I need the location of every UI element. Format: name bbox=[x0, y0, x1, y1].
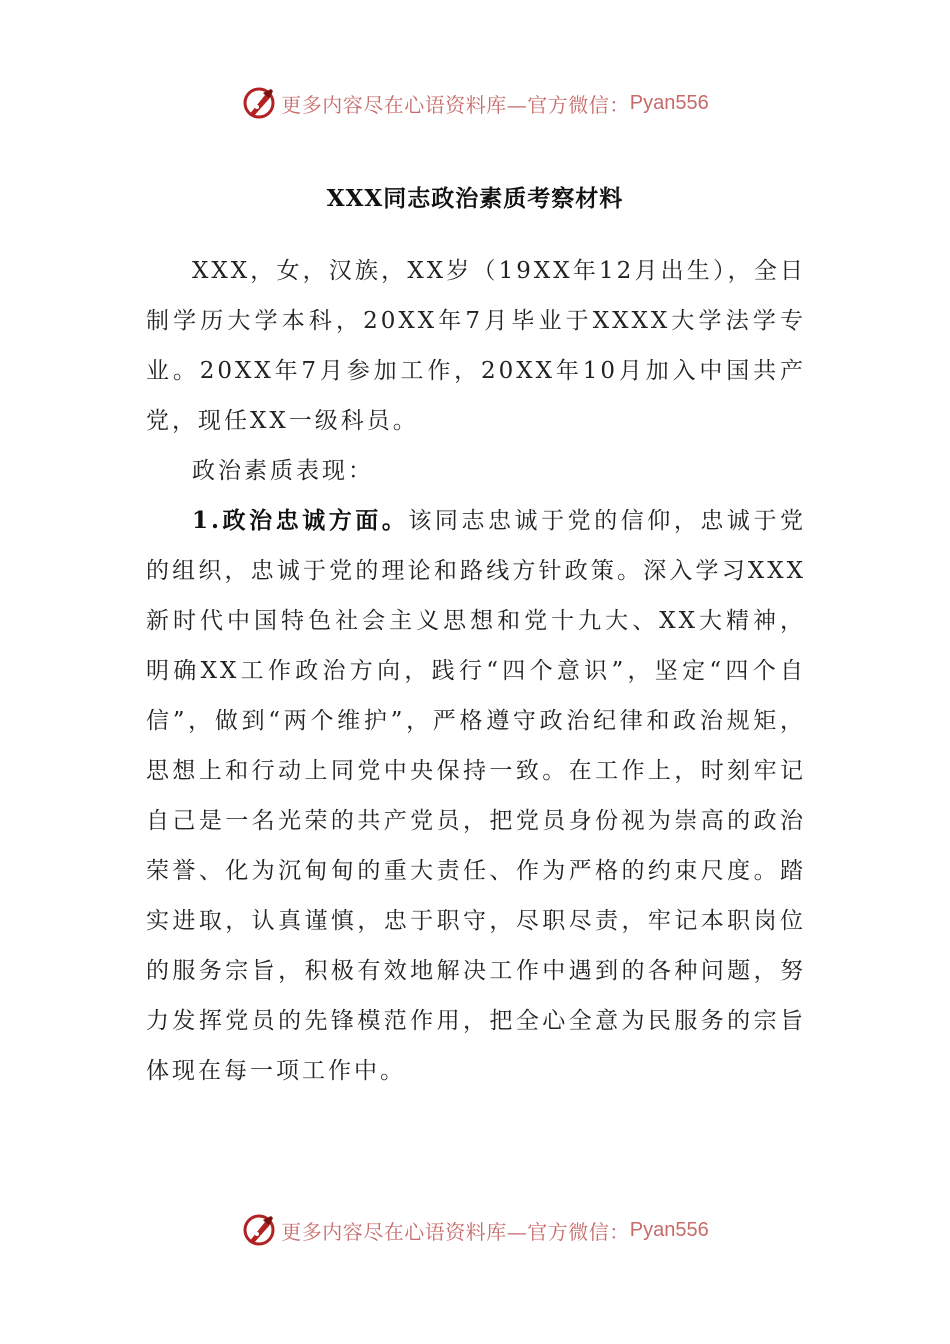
pen-nib-logo-icon bbox=[241, 1212, 277, 1248]
footer-banner bbox=[0, 1208, 950, 1252]
section-heading: 政治素质表现： bbox=[192, 458, 374, 484]
item-1-text: 该同志忠诚于党的信仰，忠诚于党的组织，忠诚于党的理论和路线方针政策。深入学习XXX新时代中国特色社会主义思想和党十九大、XX大精神，明确XX工作政治方向，践行“四个意识”，坚定“四个自信”，做到“两个维护”，严格遵守政治纪律和政治规矩，思想上和行动上同党中央保持一致。在工作上，时刻牢记自己是一名光荣的共产党员，把党员身份视为崇高的政治荣誉、化为沉甸甸的重大责任、作为严格的约束尺度。踏实进取，认真谨慎，忠于职守，尽职尽责，牢记本职岗位的服务宗旨，积极有效地解决工作中遇到的各种问题，努力发挥党员的先锋模范作用，把全心全意为民服务的宗旨体现在每一项工作中。 bbox=[146, 508, 807, 1084]
document-title: XXX同志政治素质考察材料 bbox=[326, 185, 624, 212]
item-1-heading: 1.政治忠诚方面。 bbox=[192, 507, 409, 534]
intro-paragraph: XXX，女，汉族，XX岁（19XX年12月出生），全日制学历大学本科，20XX年7月毕业于XXXX大学法学专业。20XX年7月参加工作，20XX年10月加入中国共产党，现任XX一级科员。 bbox=[146, 258, 806, 434]
footer-banner-text: 更多内容尽在心语资料库—官方微信： bbox=[281, 1219, 630, 1244]
item-1-paragraph bbox=[146, 496, 806, 1096]
banner-text: 更多内容尽在心语资料库—官方微信： bbox=[281, 92, 630, 117]
banner-wechat-id: Pyan556 bbox=[629, 91, 709, 114]
footer-banner-wechat-id: Pyan556 bbox=[629, 1218, 709, 1241]
pen-nib-logo-icon bbox=[241, 85, 277, 121]
document-body bbox=[146, 246, 806, 1096]
header-banner bbox=[0, 81, 950, 125]
